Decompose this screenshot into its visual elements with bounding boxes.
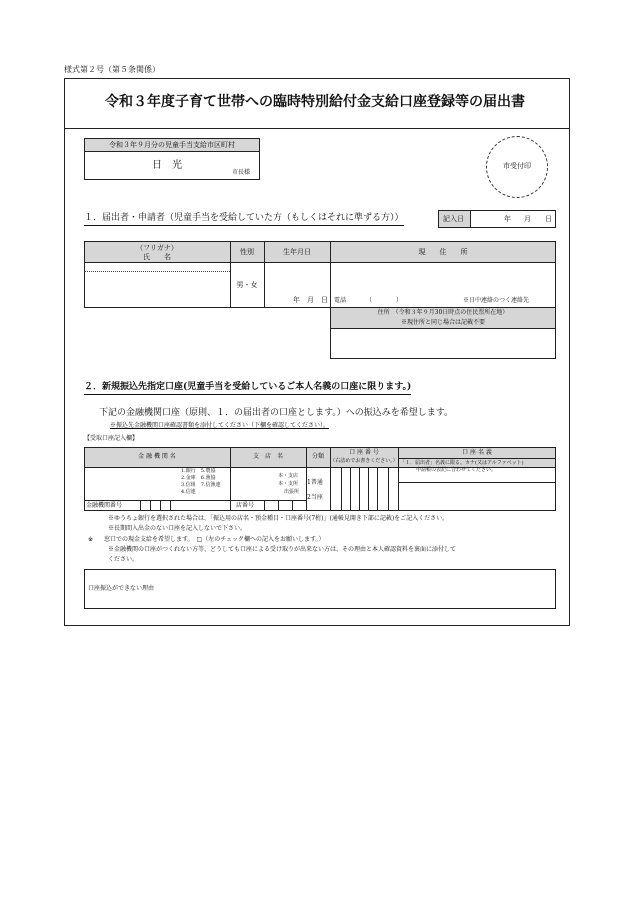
name-input[interactable] (86, 274, 228, 306)
form-number: 様式第２号（第５条関係） (64, 65, 160, 74)
name-label: 氏 名 (143, 253, 171, 261)
bank-code-label: 金融機関番号 (86, 502, 123, 509)
prev-address-note: ※現住所と同じ場合は記載不要 (400, 319, 485, 326)
branch-code-input[interactable] (264, 501, 306, 510)
reason-label: 口座振込ができない理由 (88, 585, 155, 592)
furigana-input[interactable] (86, 264, 228, 270)
gender-options[interactable]: 男・女 (236, 281, 258, 289)
bank-type-1[interactable]: 1.銀行 5.農協 (181, 468, 216, 474)
cash-note-2: ください。 (108, 556, 139, 563)
phone-label: 電話 (334, 297, 347, 304)
reason-box[interactable] (84, 569, 556, 609)
birthdate-header: 生年月日 (283, 248, 311, 256)
bank-type-3[interactable]: 3.信組 7.信漁連 (181, 482, 221, 488)
section2-intro: 下記の金融機関口座（原則、１．の届出者の口座とします。）への振込みを希望します。 (99, 408, 454, 418)
bank-type-2[interactable]: 2.金庫 6.漁協 (181, 475, 216, 481)
branch-code-label: 店番号 (236, 502, 255, 509)
account-type-1[interactable]: 1普通 (307, 479, 323, 486)
cash-marker: ※ (88, 536, 94, 543)
bank-name-input[interactable] (86, 469, 176, 498)
cash-note-1: ※金融機関の口座がつくれない方等、どうしても口座による受け取りが出来ない方は、その理由と本人確認資料を裏面に添付して (108, 546, 457, 553)
branch-type-2[interactable]: 本・支所 (278, 481, 299, 487)
prev-address-input[interactable] (332, 331, 554, 357)
yucho-note: ※ゆうちょ銀行を選択された場合は、「振込用の店名・預金種目・口座番号(7桁)」(通帳見開き下部に記載)をご記入ください。 (108, 515, 449, 522)
birthdate-units[interactable]: 年 月 日 (293, 296, 328, 304)
type-header: 分類 (311, 453, 324, 460)
account-number-subheader: （右詰めでお書きください。） (330, 458, 398, 464)
furigana-label: （フリガナ） (136, 244, 178, 252)
entry-date-label: 記入日 (443, 215, 464, 223)
section1-heading: １．届出者・申請者（児童手当を受給していた方（もしくはそれに準ずる方）） (84, 214, 404, 226)
gender-header: 性別 (240, 248, 254, 256)
entry-day-label: 日 (545, 215, 552, 223)
entry-month-label: 月 (524, 215, 531, 223)
municipality-name: 日 光 (152, 160, 182, 171)
account-name-header: 口 座 名 義 (462, 449, 492, 456)
branch-type-3[interactable]: 出張所 (284, 489, 300, 495)
section2-heading: ２．新規振込先指定口座(児童手当を受給しているご本人名義の口座に限ります。) (84, 383, 411, 395)
dormant-account-note: ※長期間入出金のない口座を記入しないで下さい。 (108, 525, 247, 532)
address-header: 現 住 所 (418, 248, 468, 256)
address-input[interactable] (332, 264, 554, 294)
bank-name-header: 金 融 機 関 名 (138, 453, 176, 460)
bank-code-input[interactable] (140, 501, 180, 510)
daytime-contact-note: ※日中連絡のつく連絡先 (463, 297, 530, 304)
cash-request[interactable]: 窓口での現金支給を希望します。 □（左のチェック欄への記入をお願いします。） (104, 536, 325, 543)
attach-note: ※振込先金融機関口座確認書類を添付してください（下欄を確認してください）。 (110, 422, 330, 429)
reception-stamp-label: 市受付印 (503, 162, 531, 170)
mayor-suffix: 市長様 (232, 169, 251, 176)
branch-type-1[interactable]: 本・支店 (278, 473, 299, 479)
phone-input[interactable]: （ ） (366, 297, 403, 304)
account-type-2[interactable]: 2当座 (307, 494, 323, 501)
entry-year-label: 年 (504, 215, 511, 223)
account-name-note-1: 「１．届出者」名義に限る。カナ(又はアルファベット) (400, 460, 524, 466)
prev-address-label: 住所 （令和３年９月30日時点の住民票所在地） (377, 309, 509, 316)
municipality-header: 令和３年９月分の児童手当支給市区町村 (109, 141, 235, 149)
bank-type-4[interactable]: 4.信連 (181, 489, 196, 495)
branch-name-header: 支 店 名 (252, 453, 283, 460)
table-label: 【受取口座記入欄】 (84, 435, 139, 442)
title-divider (64, 128, 570, 129)
form-title: 令和３年度子育て世帯への臨時特別給付金支給口座登録等の届出書 (105, 94, 525, 110)
account-name-input[interactable] (400, 484, 554, 510)
branch-name-input[interactable] (232, 469, 278, 498)
account-number-header: 口 座 番 号 (349, 449, 379, 456)
account-name-note-2: 申請帳の表記に合わせてください。 (416, 467, 497, 473)
account-number-input[interactable] (331, 468, 397, 510)
